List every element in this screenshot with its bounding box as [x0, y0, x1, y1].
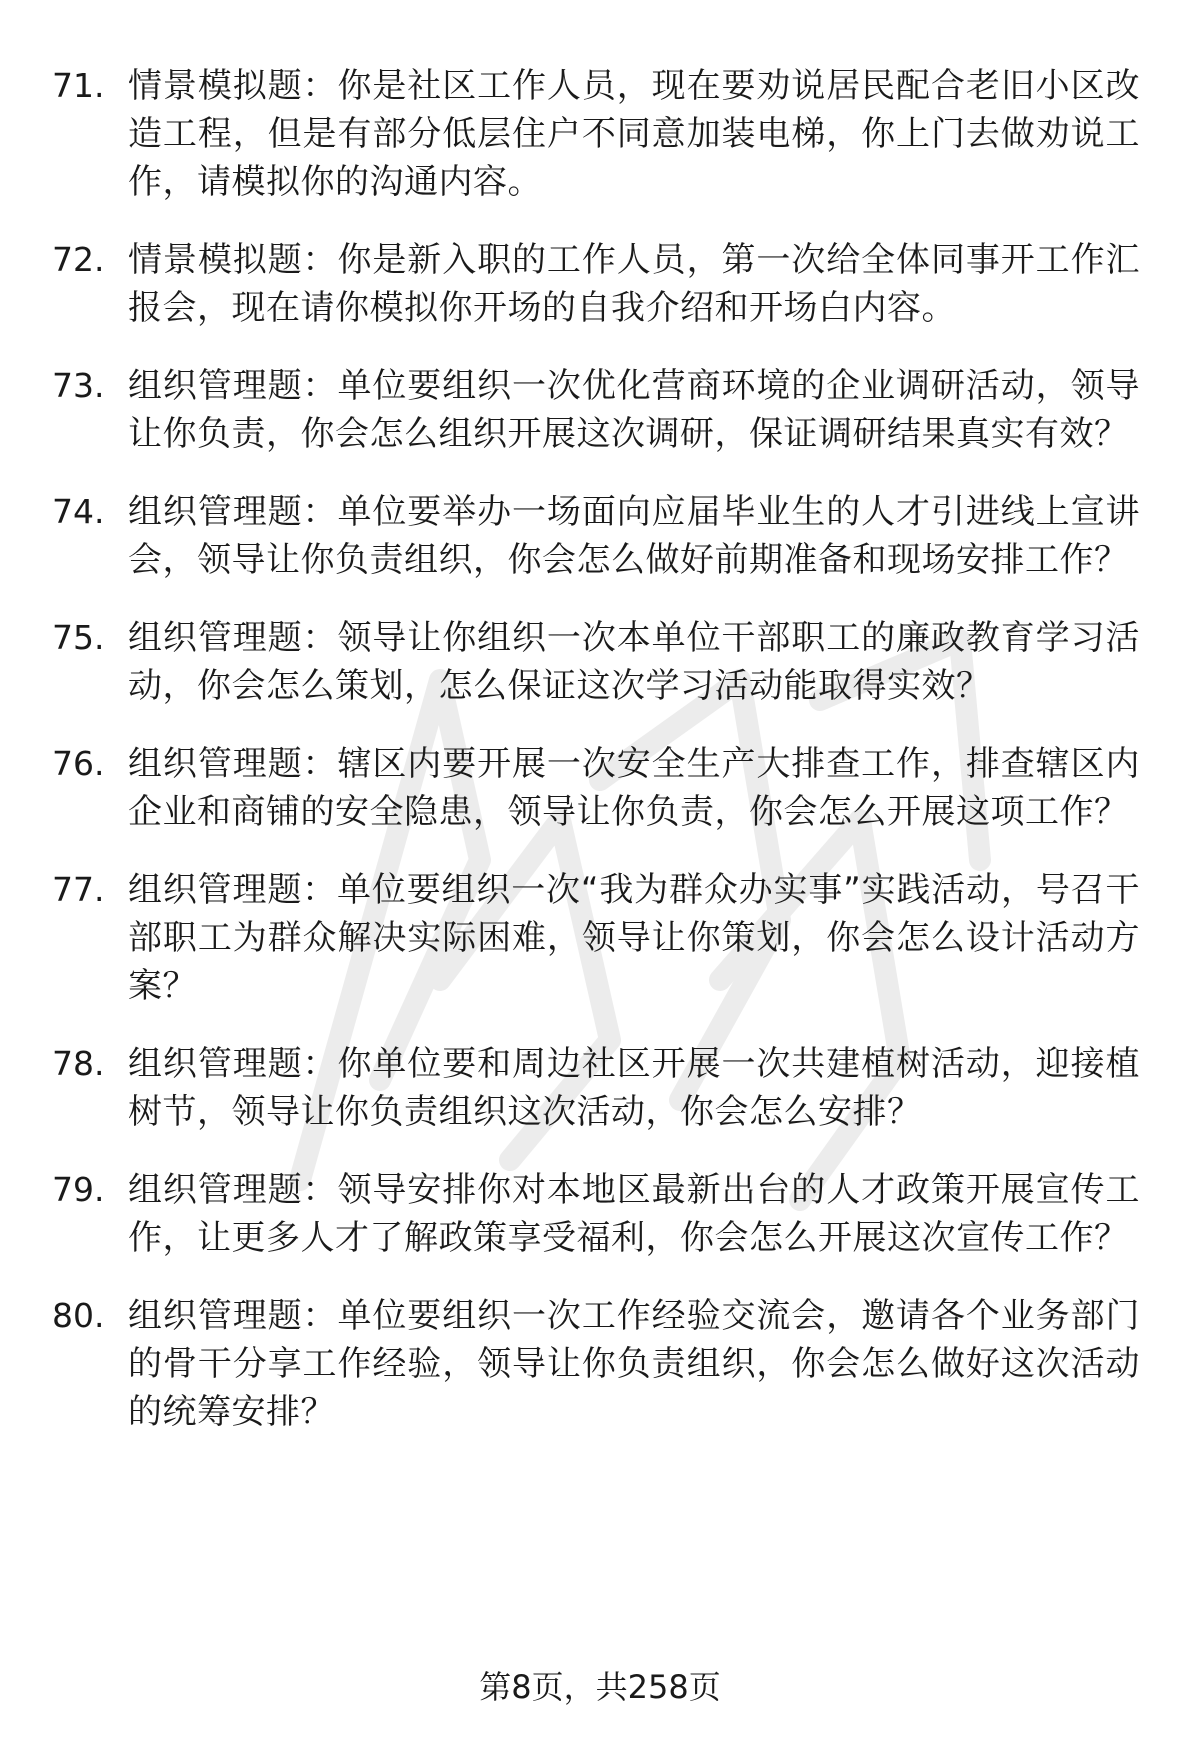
- question-item: [0, 236, 1200, 332]
- question-text: 组织管理题：单位要组织一次工作经验交流会，邀请各个业务部门的骨干分享工作经验，领导让你负责组织，你会怎么做好这次活动的统筹安排？: [128, 1296, 1140, 1432]
- question-number: 75.: [52, 618, 105, 657]
- question-number: 74.: [52, 492, 105, 531]
- question-text: 情景模拟题：你是社区工作人员，现在要劝说居民配合老旧小区改造工程，但是有部分低层住户不同意加装电梯，你上门去做劝说工作，请模拟你的沟通内容。: [128, 66, 1140, 202]
- question-text: 组织管理题：单位要组织一次优化营商环境的企业调研活动，领导让你负责，你会怎么组织开展这次调研，保证调研结果真实有效？: [128, 366, 1140, 454]
- question-item: [0, 866, 1200, 1010]
- question-item: [0, 362, 1200, 458]
- question-text: 组织管理题：领导安排你对本地区最新出台的人才政策开展宣传工作，让更多人才了解政策享受福利，你会怎么开展这次宣传工作？: [128, 1170, 1140, 1258]
- question-text: 组织管理题：辖区内要开展一次安全生产大排查工作，排查辖区内企业和商铺的安全隐患，领导让你负责，你会怎么开展这项工作？: [128, 744, 1140, 832]
- question-text: 组织管理题：领导让你组织一次本单位干部职工的廉政教育学习活动，你会怎么策划，怎么保证这次学习活动能取得实效？: [128, 618, 1140, 706]
- question-number: 73.: [52, 366, 105, 405]
- question-text: 组织管理题：你单位要和周边社区开展一次共建植树活动，迎接植树节，领导让你负责组织这次活动，你会怎么安排？: [128, 1044, 1140, 1132]
- page-number-footer: 第8页，共258页: [479, 1668, 721, 1706]
- question-number: 71.: [52, 66, 105, 105]
- question-number: 72.: [52, 240, 105, 279]
- question-text: 组织管理题：单位要举办一场面向应届毕业生的人才引进线上宣讲会，领导让你负责组织，你会怎么做好前期准备和现场安排工作？: [128, 492, 1140, 580]
- question-text: 组织管理题：单位要组织一次“我为群众办实事”实践活动，号召干部职工为群众解决实际困难，领导让你策划，你会怎么设计活动方案？: [128, 870, 1140, 1006]
- question-list: [0, 62, 1200, 1466]
- question-number: 78.: [52, 1044, 105, 1083]
- question-number: 76.: [52, 744, 105, 783]
- question-item: [0, 488, 1200, 584]
- question-text: 情景模拟题：你是新入职的工作人员，第一次给全体同事开工作汇报会，现在请你模拟你开场的自我介绍和开场白内容。: [128, 240, 1140, 328]
- question-item: [0, 62, 1200, 206]
- question-number: 77.: [52, 870, 105, 909]
- question-item: [0, 1292, 1200, 1436]
- question-item: [0, 740, 1200, 836]
- question-item: [0, 1040, 1200, 1136]
- question-item: [0, 1166, 1200, 1262]
- question-number: 79.: [52, 1170, 105, 1209]
- question-number: 80.: [52, 1296, 105, 1335]
- question-item: [0, 614, 1200, 710]
